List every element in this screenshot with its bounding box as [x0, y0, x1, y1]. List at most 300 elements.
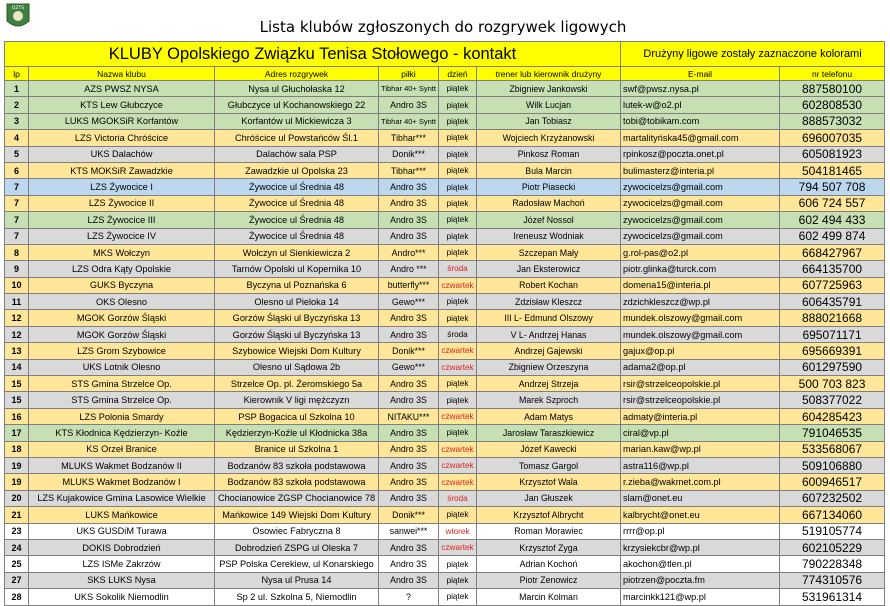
row-club-name: KS Orzeł Branice	[29, 441, 215, 457]
row-lp: 16	[5, 408, 29, 424]
table-row	[5, 376, 885, 392]
row-address: Branice ul Szkolna 1	[215, 441, 379, 457]
row-trainer: Krzysztof Wala	[477, 474, 621, 490]
row-lp: 9	[5, 261, 29, 277]
row-phone: 602 494 433	[780, 212, 885, 228]
col-header-lp: lp	[5, 67, 29, 81]
row-phone: 533568067	[780, 441, 885, 457]
row-email[interactable]: zywocicelzs@gmail.com	[621, 212, 780, 228]
table-row	[5, 195, 885, 211]
row-address: Żywocice ul Średnia 48	[215, 228, 379, 244]
row-trainer: Zbigniew Jankowski	[477, 81, 621, 97]
row-email[interactable]: slam@onet.eu	[621, 490, 780, 506]
row-balls: Andro 3S	[379, 195, 439, 211]
row-lp: 15	[5, 392, 29, 408]
table-row	[5, 310, 885, 326]
document-title: Lista klubów zgłoszonych do rozgrywek ligowych	[259, 18, 627, 36]
row-club-name: AZS PWSZ NYSA	[29, 81, 215, 97]
row-day: czwartek	[439, 474, 477, 490]
row-day: piątek	[439, 589, 477, 605]
row-address: Osowiec Fabryczna 8	[215, 523, 379, 539]
row-balls: Tibhar***	[379, 130, 439, 146]
row-balls: Andro 3S	[379, 97, 439, 113]
row-trainer: Krzysztof Albrycht	[477, 507, 621, 523]
row-phone: 604285423	[780, 408, 885, 424]
row-phone: 695071171	[780, 326, 885, 342]
row-balls: Andro 3S	[379, 474, 439, 490]
row-day: czwartek	[439, 359, 477, 375]
col-header-club: Nazwa klubu	[29, 67, 215, 81]
row-day: piątek	[439, 310, 477, 326]
row-address: Gorzów Śląski ul Byczyńska 13	[215, 310, 379, 326]
row-lp: 12	[5, 310, 29, 326]
row-trainer: Jan Głuszek	[477, 490, 621, 506]
row-email[interactable]: rsir@strzelceopolskie.pl	[621, 376, 780, 392]
row-lp: 18	[5, 441, 29, 457]
table-row	[5, 244, 885, 260]
row-lp: 25	[5, 556, 29, 572]
row-address: Żywocice ul Średnia 48	[215, 212, 379, 228]
row-address: Sp 2 ul. Szkolna 5, Niemodlin	[215, 589, 379, 605]
col-header-balls: piłki	[379, 67, 439, 81]
row-day: piątek	[439, 392, 477, 408]
row-day: czwartek	[439, 277, 477, 293]
table-row	[5, 162, 885, 178]
row-club-name: LZS Kujakowice Gmina Lasowice Wielkie	[29, 490, 215, 506]
row-club-name: UKS Sokolik Niemodlin	[29, 589, 215, 605]
row-phone: 774310576	[780, 572, 885, 588]
row-trainer: Marek Szproch	[477, 392, 621, 408]
col-header-address: Adres rozgrywek	[215, 67, 379, 81]
row-balls: Andro 3S	[379, 212, 439, 228]
row-balls: Andro 3S	[379, 556, 439, 572]
row-address: PSP Polska Cerekiew, ul Konarskiego	[215, 556, 379, 572]
row-phone: 602808530	[780, 97, 885, 113]
row-trainer: Marcin Kolman	[477, 589, 621, 605]
row-phone: 667134060	[780, 507, 885, 523]
row-lp: 27	[5, 572, 29, 588]
row-email[interactable]: mundek.olszowy@gmail.com	[621, 326, 780, 342]
row-balls: Andro 3S	[379, 572, 439, 588]
row-day: piątek	[439, 376, 477, 392]
row-day: piątek	[439, 130, 477, 146]
row-email[interactable]: akochon@tlen.pl	[621, 556, 780, 572]
row-day: czwartek	[439, 441, 477, 457]
table-row	[5, 146, 885, 162]
row-email[interactable]: marcinkk121@wp.pl	[621, 589, 780, 605]
row-day: piątek	[439, 179, 477, 195]
row-email[interactable]: domena15@interia.pl	[621, 277, 780, 293]
row-day: czwartek	[439, 408, 477, 424]
row-address: Kierownik V ligi mężczyzn	[215, 392, 379, 408]
table-row	[5, 474, 885, 490]
table-row	[5, 261, 885, 277]
row-email[interactable]: marian.kaw@wp.pl	[621, 441, 780, 457]
row-trainer: Krzysztof Zyga	[477, 539, 621, 555]
row-email[interactable]: adama2@op.pl	[621, 359, 780, 375]
row-email[interactable]: admaty@interia.pl	[621, 408, 780, 424]
row-lp: 7	[5, 179, 29, 195]
row-phone: 794 507 708	[780, 179, 885, 195]
row-address: Strzelce Op. pl. Żeromskiego 5a	[215, 376, 379, 392]
row-trainer: Zbigniew Orzeszyna	[477, 359, 621, 375]
table-row	[5, 572, 885, 588]
row-balls: Andro 3S	[379, 179, 439, 195]
row-phone: 606435791	[780, 294, 885, 310]
row-club-name: LZS Żywocice III	[29, 212, 215, 228]
row-lp: 19	[5, 457, 29, 473]
row-email[interactable]: tobi@tobikam.com	[621, 113, 780, 129]
table-row	[5, 97, 885, 113]
row-email[interactable]: bulimasterz@interia.pl	[621, 162, 780, 178]
row-email[interactable]: rrrr@op.pl	[621, 523, 780, 539]
row-phone: 531961314	[780, 589, 885, 605]
row-balls: Tibhar 40+ Syntt	[379, 113, 439, 129]
row-trainer: Jan Eksterowicz	[477, 261, 621, 277]
row-lp: 10	[5, 277, 29, 293]
row-address: Wołczyn ul Sienkiewicza 2	[215, 244, 379, 260]
table-row	[5, 228, 885, 244]
row-day: piątek	[439, 97, 477, 113]
row-email[interactable]: gajux@op.pl	[621, 343, 780, 359]
row-email[interactable]: piotrzen@poczta.fm	[621, 572, 780, 588]
row-lp: 15	[5, 376, 29, 392]
row-day: piątek	[439, 146, 477, 162]
row-club-name: GUKS Byczyna	[29, 277, 215, 293]
row-trainer: Adam Matys	[477, 408, 621, 424]
row-lp: 7	[5, 228, 29, 244]
row-email[interactable]: rpinkosz@poczta.onet.pl	[621, 146, 780, 162]
row-address: Żywocice ul Średnia 48	[215, 179, 379, 195]
row-phone: 602 499 874	[780, 228, 885, 244]
row-trainer: Pinkosz Roman	[477, 146, 621, 162]
row-phone: 790228348	[780, 556, 885, 572]
row-trainer: Adrian Kochoń	[477, 556, 621, 572]
table-row	[5, 343, 885, 359]
row-trainer: Tomasz Gargol	[477, 457, 621, 473]
row-balls: Andro 3S	[379, 228, 439, 244]
row-phone: 668427967	[780, 244, 885, 260]
row-day: czwartek	[439, 343, 477, 359]
row-address: Dalachów sala PSP	[215, 146, 379, 162]
table-row	[5, 457, 885, 473]
row-club-name: OKS Olesno	[29, 294, 215, 310]
row-lp: 7	[5, 212, 29, 228]
row-phone: 600946517	[780, 474, 885, 490]
col-header-day: dzień	[439, 67, 477, 81]
row-email[interactable]: zywocicelzs@gmail.com	[621, 195, 780, 211]
row-day: piątek	[439, 425, 477, 441]
row-club-name: LUKS Mańkowice	[29, 507, 215, 523]
table-row	[5, 81, 885, 97]
row-email[interactable]: r.zieba@wakmet.com.pl	[621, 474, 780, 490]
row-email[interactable]: zywocicelzs@gmail.com	[621, 228, 780, 244]
row-balls: Andro 3S	[379, 539, 439, 555]
row-club-name: SKS LUKS Nysa	[29, 572, 215, 588]
row-lp: 1	[5, 81, 29, 97]
table-row	[5, 130, 885, 146]
row-phone: 504181465	[780, 162, 885, 178]
row-club-name: UKS Lotnik Olesno	[29, 359, 215, 375]
row-lp: 5	[5, 146, 29, 162]
row-day: środa	[439, 326, 477, 342]
row-trainer: Szczepan Mały	[477, 244, 621, 260]
row-email[interactable]: martalityńska45@gmail.com	[621, 130, 780, 146]
row-phone: 664135700	[780, 261, 885, 277]
row-balls: Andro 3S	[379, 376, 439, 392]
row-phone: 606 724 557	[780, 195, 885, 211]
row-trainer: Wojciech Krzyżanowski	[477, 130, 621, 146]
row-email[interactable]: astra116@wp.pl	[621, 457, 780, 473]
row-lp: 7	[5, 195, 29, 211]
row-address: Zawadzkie ul Opolska 23	[215, 162, 379, 178]
row-club-name: KTS MOKSiR Zawadzkie	[29, 162, 215, 178]
row-address: Kędzierzyn-Koźle ul Kłodnicka 38a	[215, 425, 379, 441]
row-balls: Gewo***	[379, 359, 439, 375]
table-row	[5, 408, 885, 424]
row-lp: 11	[5, 294, 29, 310]
row-club-name: DOKIS Dobrodzień	[29, 539, 215, 555]
table-row	[5, 359, 885, 375]
row-trainer: V L- Andrzej Hanas	[477, 326, 621, 342]
row-day: środa	[439, 490, 477, 506]
clubs-table	[4, 41, 885, 606]
logo-text: OZTS	[11, 6, 25, 11]
row-trainer: Robert Kochan	[477, 277, 621, 293]
row-address: Korfantów ul Mickiewicza 3	[215, 113, 379, 129]
row-address: Dobrodzień ZSPG ul Oleska 7	[215, 539, 379, 555]
row-club-name: MLUKS Wakmet Bodzanów II	[29, 457, 215, 473]
row-lp: 4	[5, 130, 29, 146]
row-balls: Donik***	[379, 343, 439, 359]
row-phone: 601297590	[780, 359, 885, 375]
row-email[interactable]: mundek.olszowy@gmail.com	[621, 310, 780, 326]
row-day: piątek	[439, 294, 477, 310]
row-address: Żywocice ul Średnia 48	[215, 195, 379, 211]
row-address: Byczyna ul Poznańska 6	[215, 277, 379, 293]
row-balls: Andro 3S	[379, 310, 439, 326]
row-phone: 509106880	[780, 457, 885, 473]
row-day: czwartek	[439, 457, 477, 473]
table-row	[5, 294, 885, 310]
table-row	[5, 425, 885, 441]
row-day: środa	[439, 261, 477, 277]
table-row	[5, 490, 885, 506]
row-address: PSP Bogacica ul Szkolna 10	[215, 408, 379, 424]
row-trainer: Bula Marcin	[477, 162, 621, 178]
row-address: Mańkowice 149 Wiejski Dom Kultury	[215, 507, 379, 523]
row-club-name: LZS ISMe Zakrzów	[29, 556, 215, 572]
row-club-name: STS Gmina Strzelce Op.	[29, 376, 215, 392]
row-day: piątek	[439, 572, 477, 588]
banner-title: KLUBY Opolskiego Związku Tenisa Stołowego - kontakt	[5, 42, 621, 67]
table-row	[5, 392, 885, 408]
row-balls: Andro ***	[379, 261, 439, 277]
row-day: piątek	[439, 212, 477, 228]
row-email[interactable]: g.rol-pas@o2.pl	[621, 244, 780, 260]
row-club-name: KTS Lew Głubczyce	[29, 97, 215, 113]
row-trainer: Andrzej Gajewski	[477, 343, 621, 359]
row-lp: 20	[5, 490, 29, 506]
row-club-name: LZS Żywocice II	[29, 195, 215, 211]
row-trainer: Roman Morawiec	[477, 523, 621, 539]
row-address: Olesno ul Sądowa 2b	[215, 359, 379, 375]
column-header-row	[5, 67, 885, 81]
row-trainer: Józef Nossol	[477, 212, 621, 228]
banner-note: Drużyny ligowe zostały zaznaczone kolorami	[621, 42, 885, 67]
row-balls: sanwei***	[379, 523, 439, 539]
row-balls: Donik***	[379, 507, 439, 523]
row-trainer: Jan Tobiasz	[477, 113, 621, 129]
row-day: piątek	[439, 162, 477, 178]
row-email[interactable]: lutek-w@o2.pl	[621, 97, 780, 113]
table-row	[5, 212, 885, 228]
row-phone: 888021668	[780, 310, 885, 326]
row-club-name: UKS GUSDiM Turawa	[29, 523, 215, 539]
col-header-trainer: trener lub kierownik drużyny	[477, 67, 621, 81]
row-day: piątek	[439, 195, 477, 211]
row-trainer: Andrzej Strzeja	[477, 376, 621, 392]
row-club-name: LZS Żywocice I	[29, 179, 215, 195]
row-balls: Andro 3S	[379, 326, 439, 342]
row-address: Chróścice ul Powstańców Śl.1	[215, 130, 379, 146]
table-row	[5, 507, 885, 523]
row-trainer: Jarosław Taraszkiewicz	[477, 425, 621, 441]
row-balls: Andro 3S	[379, 441, 439, 457]
row-lp: 17	[5, 425, 29, 441]
row-balls: butterfly***	[379, 277, 439, 293]
row-day: piątek	[439, 244, 477, 260]
row-email[interactable]: kalbrycht@onet.eu	[621, 507, 780, 523]
row-lp: 8	[5, 244, 29, 260]
row-address: Bodzanów 83 szkoła podstawowa	[215, 457, 379, 473]
row-email[interactable]: ciral@vp.pl	[621, 425, 780, 441]
row-email[interactable]: swf@pwsz.nysa.pl	[621, 81, 780, 97]
row-email[interactable]: piotr.glinka@turck.com	[621, 261, 780, 277]
row-address: Olesno ul Pieloka 14	[215, 294, 379, 310]
row-email[interactable]: krzysiekcbr@wp.pl	[621, 539, 780, 555]
row-address: Bodzanów 83 szkoła podstawowa	[215, 474, 379, 490]
col-header-phone: nr telefonu	[780, 67, 885, 81]
row-lp: 2	[5, 97, 29, 113]
table-row	[5, 179, 885, 195]
table-row	[5, 277, 885, 293]
row-balls: Andro 3S	[379, 490, 439, 506]
row-email[interactable]: zdzichkleszcz@wp.pl	[621, 294, 780, 310]
row-lp: 23	[5, 523, 29, 539]
row-trainer: Ireneusz Wodniak	[477, 228, 621, 244]
row-address: Gorzów Śląski ul Byczyńska 13	[215, 326, 379, 342]
row-lp: 12	[5, 326, 29, 342]
row-trainer: Zdzisław Kleszcz	[477, 294, 621, 310]
row-lp: 19	[5, 474, 29, 490]
row-club-name: UKS Dalachów	[29, 146, 215, 162]
row-club-name: MGOK Gorzów Śląski	[29, 326, 215, 342]
row-address: Głubczyce ul Kochanowskiego 22	[215, 97, 379, 113]
row-club-name: LZS Żywocice IV	[29, 228, 215, 244]
row-club-name: LZS Odra Kąty Opolskie	[29, 261, 215, 277]
row-phone: 519105774	[780, 523, 885, 539]
row-day: piątek	[439, 556, 477, 572]
row-trainer: III L- Edmund Olszowy	[477, 310, 621, 326]
row-day: czwartek	[439, 539, 477, 555]
row-trainer: Radosław Machoń	[477, 195, 621, 211]
row-club-name: STS Gmina Strzelce Op.	[29, 392, 215, 408]
row-balls: Andro 3S	[379, 392, 439, 408]
row-phone: 696007035	[780, 130, 885, 146]
row-day: piątek	[439, 228, 477, 244]
table-row	[5, 523, 885, 539]
table-row	[5, 589, 885, 605]
row-address: Chocianowice ZGSP Chocianowice 78	[215, 490, 379, 506]
row-club-name: MLUKS Wakmet Bodzanów I	[29, 474, 215, 490]
row-address: Szybowice Wiejski Dom Kultury	[215, 343, 379, 359]
row-address: Nysa ul Głuchołaska 12	[215, 81, 379, 97]
row-balls: Andro 3S	[379, 457, 439, 473]
row-balls: Tibhar 40+ Syntt	[379, 81, 439, 97]
row-club-name: LZS Victoria Chróścice	[29, 130, 215, 146]
row-phone: 607725963	[780, 277, 885, 293]
row-lp: 14	[5, 359, 29, 375]
table-row	[5, 441, 885, 457]
row-email[interactable]: rsir@strzelceopolskie.pl	[621, 392, 780, 408]
row-club-name: LUKS MGOKSiR Korfantów	[29, 113, 215, 129]
row-phone: 500 703 823	[780, 376, 885, 392]
row-balls: Gewo***	[379, 294, 439, 310]
row-trainer: Wilk Lucjan	[477, 97, 621, 113]
row-balls: Andro 3S	[379, 425, 439, 441]
row-balls: Andro***	[379, 244, 439, 260]
row-phone: 605081923	[780, 146, 885, 162]
row-club-name: MGOK Gorzów Śląski	[29, 310, 215, 326]
banner-row	[5, 42, 885, 67]
row-club-name: LZS Grom Szybowice	[29, 343, 215, 359]
row-phone: 695669391	[780, 343, 885, 359]
row-email[interactable]: zywocicelzs@gmail.com	[621, 179, 780, 195]
row-lp: 3	[5, 113, 29, 129]
row-trainer: Józef Kawecki	[477, 441, 621, 457]
row-balls: Tibhar***	[379, 162, 439, 178]
row-phone: 607232502	[780, 490, 885, 506]
row-club-name: KTS Kłodnica Kędzierzyn- Koźle	[29, 425, 215, 441]
row-day: piątek	[439, 81, 477, 97]
row-phone: 508377022	[780, 392, 885, 408]
row-day: piątek	[439, 507, 477, 523]
row-trainer: Piotr Piasecki	[477, 179, 621, 195]
row-phone: 602105229	[780, 539, 885, 555]
row-lp: 24	[5, 539, 29, 555]
row-lp: 6	[5, 162, 29, 178]
row-day: piątek	[439, 113, 477, 129]
row-balls: Donik***	[379, 146, 439, 162]
row-phone: 887580100	[780, 81, 885, 97]
table-row	[5, 326, 885, 342]
table-row	[5, 113, 885, 129]
col-header-email: E-mail	[621, 67, 780, 81]
row-club-name: MKS Wołczyn	[29, 244, 215, 260]
row-club-name: LZS Polonia Smardy	[29, 408, 215, 424]
table-row	[5, 539, 885, 555]
row-lp: 13	[5, 343, 29, 359]
row-day: wtorek	[439, 523, 477, 539]
row-phone: 888573032	[780, 113, 885, 129]
row-balls: NITAKU***	[379, 408, 439, 424]
row-phone: 791046535	[780, 425, 885, 441]
row-address: Tarnów Opolski ul Kopernika 10	[215, 261, 379, 277]
row-trainer: Piotr Zenowicz	[477, 572, 621, 588]
row-lp: 21	[5, 507, 29, 523]
row-balls: ?	[379, 589, 439, 605]
